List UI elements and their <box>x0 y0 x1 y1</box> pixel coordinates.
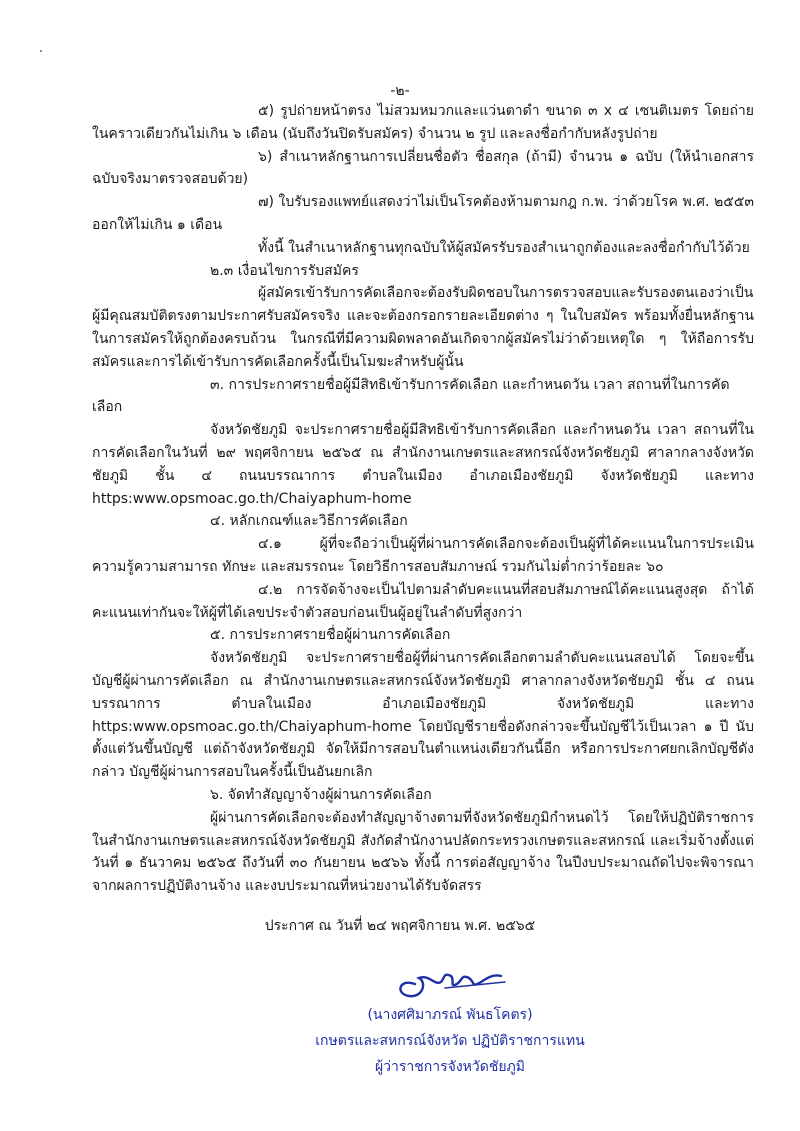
paragraph: ๕) รูปถ่ายหน้าตรง ไม่สวมหมวกและแว่นตาดำ ขนาด ๓ x ๔ เซนติเมตร โดยถ่ายในคราวเดียวกันไม่เกิน ๖ เดือน (นับถึงวันปิดรับสมัคร) จำนวน ๒ รูป และลงชื่อกำกับหลังรูปถ่าย <box>92 103 754 142</box>
paragraph: ๔.๒ การจัดจ้างจะเป็นไปตามลำดับคะแนนที่สอบสัมภาษณ์ได้คะแนนสูงสุด ถ้าได้คะแนนเท่ากันจะให้ผู้ที่ได้เลขประจำตัวสอบก่อนเป็นผู้อยู่ในลำดับที่สูงกว่า <box>92 581 754 621</box>
paragraph: ๔.๑ ผู้ที่จะถือว่าเป็นผู้ที่ผ่านการคัดเลือกจะต้องเป็นผู้ที่ได้คะแนนในการประเมินความรู้ความสามารถ ทักษะ และสมรรถนะ โดยวิธีการสอบสัมภาษณ์ รวมกันไม่ต่ำกว่าร้อยละ ๖๐ <box>92 536 754 575</box>
paragraph: จังหวัดชัยภูมิ จะประกาศรายชื่อผู้ที่ผ่านการคัดเลือกตามลำดับคะแนนสอบได้ โดยจะขึ้นบัญชีผู้ผ่านการคัดเลือก ณ สำนักงานเกษตรและสหกรณ์จังหวัดชัยภูมิ ศาลากลางจังหวัดชัยภูมิ ชั้น ๔ ถนนบรรณาการ ตำบลในเมือง อำเภอเมืองชัยภูมิ จังหวัดชัยภูมิ และทาง https:www.opsmoac.go.th/Chaiyaphum-home โดยบัญชีรายชื่อดังกล่าวจะขึ้นบัญชีไว้เป็นเวลา ๑ ปี นับตั้งแต่วันขึ้นบัญชี แต่ถ้าจังหวัดชัยภูมิ จัดให้มีการสอบในตำแหน่งเดียวกันนี้อีก หรือการประกาศยกเลิกบัญชีดังกล่าว บัญชีผู้ผ่านการสอบในครั้งนี้เป็นอันยกเลิก <box>92 650 754 781</box>
announcement-date: ประกาศ ณ วันที่ ๒๔ พฤศจิกายน พ.ศ. ๒๕๖๕ <box>264 918 536 934</box>
paragraph: ๔. หลักเกณฑ์และวิธีการคัดเลือก <box>210 513 408 530</box>
handwritten-signature <box>385 960 515 1002</box>
signer-position: เกษตรและสหกรณ์จังหวัด ปฏิบัติราชการแทน <box>315 1033 585 1049</box>
paragraph: ๖. จัดทำสัญญาจ้างผู้ผ่านการคัดเลือก <box>210 786 432 803</box>
paragraph: ๗) ใบรับรองแพทย์แสดงว่าไม่เป็นโรคต้องห้ามตามกฎ ก.พ. ว่าด้วยโรค พ.ศ. ๒๕๕๓ ออกให้ไม่เกิน ๑ เดือน <box>92 194 754 233</box>
paragraph: ๒.๓ เงื่อนไขการรับสมัคร <box>210 262 359 279</box>
signer-name: (นางศศิมาภรณ์ พันธโคตร) <box>367 1007 533 1023</box>
document-body <box>92 100 754 898</box>
paragraph: ๓. การประกาศรายชื่อผู้มีสิทธิเข้ารับการคัดเลือก และกำหนดวัน เวลา สถานที่ในการคัดเลือก <box>92 376 730 416</box>
paragraph: ๕. การประกาศรายชื่อผู้ผ่านการคัดเลือก <box>210 627 451 644</box>
signer-authority: ผู้ว่าราชการจังหวัดชัยภูมิ <box>374 1059 526 1075</box>
paragraph: ๖) สำเนาหลักฐานการเปลี่ยนชื่อตัว ชื่อสกุล (ถ้ามี) จำนวน ๑ ฉบับ (ให้นำเอกสารฉบับจริงมาตรวจสอบด้วย) <box>92 148 754 188</box>
paragraph: จังหวัดชัยภูมิ จะประกาศรายชื่อผู้มีสิทธิเข้ารับการคัดเลือก และกำหนดวัน เวลา สถานที่ในการคัดเลือกในวันที่ ๒๙ พฤศจิกายน ๒๕๖๕ ณ สำนักงานเกษตรและสหกรณ์จังหวัดชัยภูมิ ศาลากลางจังหวัดชัยภูมิ ชั้น ๔ ถนนบรรณาการ ตำบลในเมือง อำเภอเมืองชัยภูมิ จังหวัดชัยภูมิ และทาง https:www.opsmoac.go.th/Chaiyaphum-home <box>92 422 754 507</box>
scan-speck <box>40 50 42 52</box>
paragraph: ผู้สมัครเข้ารับการคัดเลือกจะต้องรับผิดชอบในการตรวจสอบและรับรองตนเองว่าเป็นผู้มีคุณสมบัติตรงตามประกาศรับสมัครจริง และจะต้องกรอกรายละเอียดต่าง ๆ ในใบสมัคร พร้อมทั้งยื่นหลักฐานในการสมัครให้ถูกต้องครบถ้วน ในกรณีที่มีความผิดพลาดอันเกิดจากผู้สมัครไม่ว่าด้วยเหตุใด ๆ ให้ถือการรับสมัครและการได้เข้ารับการคัดเลือกครั้งนี้เป็นโมฆะสำหรับผู้นั้น <box>92 285 754 370</box>
paragraph: ทั้งนี้ ในสำเนาหลักฐานทุกฉบับให้ผู้สมัครรับรองสำเนาถูกต้องและลงชื่อกำกับไว้ด้วย <box>258 239 750 256</box>
page-number: -๒- <box>390 83 410 99</box>
signature-block <box>290 960 610 1080</box>
paragraph: ผู้ผ่านการคัดเลือกจะต้องทำสัญญาจ้างตามที่จังหวัดชัยภูมิกำหนดไว้ โดยให้ปฏิบัติราชการในสำนักงานเกษตรและสหกรณ์จังหวัดชัยภูมิ สังกัดสำนักงานปลัดกระทรวงเกษตรและสหกรณ์ และเริ่มจ้างตั้งแต่วันที่ ๑ ธันวาคม ๒๕๖๕ ถึงวันที่ ๓๐ กันยายน ๒๕๖๖ ทั้งนี้ การต่อสัญญาจ้าง ในปีงบประมาณถัดไปจะพิจารณาจากผลการปฏิบัติงานจ้าง และงบประมาณที่หน่วยงานได้รับจัดสรร <box>92 809 754 895</box>
